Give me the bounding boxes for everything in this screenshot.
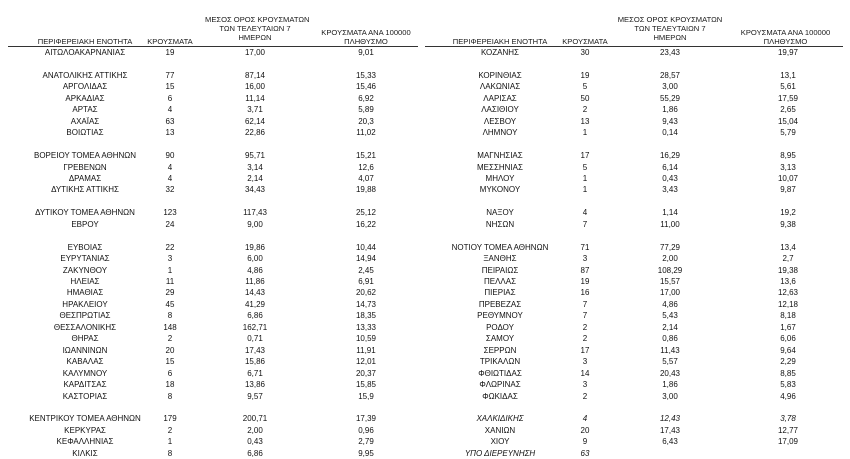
cell-region: ΒΟΙΩΤΙΑΣ bbox=[66, 128, 104, 138]
cell-cases: 7 bbox=[582, 299, 588, 309]
cell-per100k: 8,18 bbox=[780, 311, 796, 321]
cell-avg7: 0,86 bbox=[662, 334, 678, 344]
cell-per100k: 9,64 bbox=[780, 345, 796, 355]
cell-avg7: 15,86 bbox=[244, 357, 266, 367]
cell-region: ΚΟΡΙΝΘΙΑΣ bbox=[478, 70, 522, 80]
cell-region: ΗΜΑΘΙΑΣ bbox=[66, 288, 104, 298]
cell-cases: 50 bbox=[580, 93, 590, 103]
cell-region: ΚΑΡΔΙΤΣΑΣ bbox=[63, 380, 107, 389]
cell-per100k: 9,87 bbox=[780, 185, 796, 195]
cell-region: ΑΙΤΩΛΟΑΚΑΡΝΑΝΙΑΣ bbox=[44, 48, 126, 57]
cell-region: ΒΟΡΕΙΟΥ ΤΟΜΕΑ ΑΘΗΝΩΝ bbox=[33, 151, 137, 161]
cell-per100k: 10,07 bbox=[777, 173, 799, 183]
cell-region: ΜΥΚΟΝΟΥ bbox=[479, 185, 521, 195]
cell-cases: 77 bbox=[165, 70, 175, 80]
cell-region: ΤΡΙΚΑΛΩΝ bbox=[479, 357, 521, 367]
left-header-region: ΠΕΡΙΦΕΡΕΙΑΚΗ ΕΝΟΤΗΤΑ bbox=[37, 37, 133, 46]
cell-region: ΞΑΝΘΗΣ bbox=[483, 254, 517, 264]
cell-per100k: 25,12 bbox=[355, 208, 377, 218]
cell-cases: 148 bbox=[163, 322, 177, 332]
cell-per100k: 4,96 bbox=[780, 391, 796, 401]
cell-per100k: 12,01 bbox=[355, 357, 377, 367]
cell-per100k: 12,77 bbox=[777, 425, 799, 435]
cell-avg7: 13,86 bbox=[244, 380, 266, 389]
table-row bbox=[0, 151, 850, 161]
cell-cases: 8 bbox=[167, 311, 173, 321]
cell-avg7: 0,43 bbox=[247, 437, 263, 447]
cell-avg7: 5,57 bbox=[662, 357, 678, 367]
cell-per100k: 9,95 bbox=[358, 448, 374, 458]
cell-per100k: 2,65 bbox=[780, 105, 796, 115]
cell-per100k: 5,79 bbox=[780, 128, 796, 138]
cell-region: ΧΑΛΚΙΔΙΚΗΣ bbox=[476, 414, 524, 424]
cell-cases: 71 bbox=[580, 242, 590, 252]
cell-avg7: 28,57 bbox=[659, 70, 681, 80]
cell-avg7: 17,43 bbox=[244, 345, 266, 355]
cell-avg7: 11,14 bbox=[245, 93, 265, 103]
cell-avg7: 0,71 bbox=[247, 334, 263, 344]
cell-cases: 1 bbox=[582, 185, 588, 195]
table-row bbox=[0, 414, 850, 424]
cell-cases: 9 bbox=[582, 437, 588, 447]
cell-per100k: 14,73 bbox=[355, 299, 377, 309]
cell-avg7: 1,86 bbox=[662, 380, 678, 389]
cell-region: ΝΟΤΙΟΥ ΤΟΜΕΑ ΑΘΗΝΩΝ bbox=[451, 242, 549, 252]
cell-avg7: 3,00 bbox=[662, 82, 678, 92]
right-header-avg7: ΜΕΣΟΣ ΟΡΟΣ ΚΡΟΥΣΜΑΤΩΝ ΤΩΝ ΤΕΛΕΥΤΑΙΩΝ 7 ΗΜΕΡΩΝ bbox=[617, 15, 723, 42]
table-row bbox=[0, 117, 850, 127]
table-row bbox=[0, 311, 850, 321]
cell-region: ΝΗΣΩΝ bbox=[485, 219, 515, 229]
cell-avg7: 3,43 bbox=[662, 185, 678, 195]
cell-per100k: 5,89 bbox=[358, 105, 374, 115]
cell-region: ΛΕΣΒΟΥ bbox=[483, 116, 517, 126]
cell-per100k: 20,3 bbox=[358, 116, 374, 126]
cell-avg7: 1,14 bbox=[662, 208, 678, 218]
cell-avg7: 117,43 bbox=[243, 208, 267, 218]
cell-per100k: 15,85 bbox=[355, 380, 377, 389]
cell-avg7: 200,71 bbox=[242, 414, 268, 424]
cell-avg7: 5,43 bbox=[662, 311, 678, 321]
cell-avg7: 16,00 bbox=[244, 82, 266, 92]
cell-cases: 4 bbox=[582, 208, 588, 218]
cell-region: ΘΕΣΠΡΩΤΙΑΣ bbox=[59, 311, 111, 321]
cell-region: ΚΙΛΚΙΣ bbox=[72, 448, 98, 458]
cell-region: ΣΕΡΡΩΝ bbox=[483, 345, 517, 355]
cell-per100k: 6,91 bbox=[358, 277, 374, 286]
cell-avg7: 14,43 bbox=[244, 288, 266, 298]
cell-cases: 17 bbox=[580, 151, 590, 161]
cell-avg7: 2,14 bbox=[247, 173, 263, 183]
table-row bbox=[0, 369, 850, 379]
cell-cases: 6 bbox=[167, 368, 173, 378]
cell-cases: 15 bbox=[165, 357, 175, 367]
cell-avg7: 162,71 bbox=[242, 322, 268, 332]
cell-avg7: 22,86 bbox=[244, 128, 266, 138]
cell-avg7: 9,43 bbox=[662, 116, 678, 126]
cell-avg7: 95,71 bbox=[244, 151, 266, 161]
cell-per100k: 13,33 bbox=[355, 322, 377, 332]
cell-region: ΚΑΛΥΜΝΟΥ bbox=[62, 368, 108, 378]
cell-region: ΓΡΕΒΕΝΩΝ bbox=[63, 162, 107, 172]
cell-region: ΠΕΛΛΑΣ bbox=[483, 277, 517, 286]
cell-cases: 123 bbox=[163, 208, 177, 218]
cell-region: ΛΑΚΩΝΙΑΣ bbox=[479, 82, 521, 92]
cell-cases: 11 bbox=[165, 277, 175, 286]
cell-avg7: 108,29 bbox=[657, 265, 683, 275]
table-row bbox=[0, 128, 850, 138]
cell-per100k: 10,59 bbox=[355, 334, 377, 344]
cell-cases: 5 bbox=[582, 162, 588, 172]
right-header-rule bbox=[425, 46, 843, 47]
cell-region: ΧΙΟΥ bbox=[490, 437, 510, 447]
cell-region: ΜΑΓΝΗΣΙΑΣ bbox=[477, 151, 523, 161]
cell-region: ΚΕΦΑΛΛΗΝΙΑΣ bbox=[56, 437, 114, 447]
cell-per100k: 16,22 bbox=[355, 219, 377, 229]
cell-per100k: 15,21 bbox=[355, 151, 377, 161]
cell-avg7: 3,14 bbox=[247, 162, 263, 172]
cell-per100k: 9,38 bbox=[780, 219, 796, 229]
cell-per100k: 12,18 bbox=[777, 299, 799, 309]
table-row bbox=[0, 254, 850, 264]
cell-cases: 16 bbox=[580, 288, 590, 298]
cell-avg7: 15,57 bbox=[659, 277, 681, 286]
cell-cases: 13 bbox=[580, 116, 590, 126]
cell-avg7: 11,86 bbox=[245, 277, 265, 286]
left-header-avg7: ΜΕΣΟΣ ΟΡΟΣ ΚΡΟΥΣΜΑΤΩΝ ΤΩΝ ΤΕΛΕΥΤΑΙΩΝ 7 ΗΜΕΡΩΝ bbox=[205, 15, 310, 42]
cell-per100k: 18,35 bbox=[355, 311, 377, 321]
cell-cases: 4 bbox=[167, 162, 173, 172]
cell-region: ΑΡΓΟΛΙΔΑΣ bbox=[62, 82, 108, 92]
cell-per100k: 11,91 bbox=[356, 345, 376, 355]
cell-avg7: 17,00 bbox=[244, 48, 266, 57]
cell-cases: 2 bbox=[582, 391, 588, 401]
table-row bbox=[0, 220, 850, 230]
cell-per100k: 15,04 bbox=[777, 116, 799, 126]
cell-avg7: 87,14 bbox=[244, 70, 266, 80]
cell-per100k: 19,2 bbox=[780, 208, 796, 218]
cell-per100k: 19,97 bbox=[777, 48, 799, 57]
cell-per100k: 2,7 bbox=[782, 254, 794, 264]
cell-region: ΠΡΕΒΕΖΑΣ bbox=[478, 299, 522, 309]
cell-region: ΘΕΣΣΑΛΟΝΙΚΗΣ bbox=[53, 322, 117, 332]
cell-avg7: 6,43 bbox=[662, 437, 678, 447]
cell-avg7: 17,43 bbox=[659, 425, 681, 435]
cell-per100k: 3,78 bbox=[780, 414, 796, 424]
cell-per100k: 5,83 bbox=[780, 380, 796, 389]
cell-per100k: 10,44 bbox=[355, 242, 377, 252]
cell-per100k: 1,67 bbox=[780, 322, 796, 332]
cell-per100k: 15,33 bbox=[355, 70, 377, 80]
cell-avg7: 1,86 bbox=[662, 105, 678, 115]
cell-region: ΧΑΝΙΩΝ bbox=[484, 425, 516, 435]
cell-avg7: 6,14 bbox=[662, 162, 678, 172]
cell-region: ΑΡΚΑΔΙΑΣ bbox=[65, 93, 105, 103]
cell-per100k: 5,61 bbox=[780, 82, 796, 92]
cell-per100k: 11,02 bbox=[356, 128, 376, 138]
cell-cases: 3 bbox=[582, 357, 588, 367]
cell-per100k: 12,63 bbox=[777, 288, 799, 298]
cell-per100k: 12,6 bbox=[358, 162, 374, 172]
cell-cases: 3 bbox=[582, 380, 588, 389]
cell-cases: 2 bbox=[167, 425, 173, 435]
cell-cases: 4 bbox=[167, 105, 173, 115]
cell-cases: 2 bbox=[167, 334, 173, 344]
cell-region: ΚΕΝΤΡΙΚΟΥ ΤΟΜΕΑ ΑΘΗΝΩΝ bbox=[29, 414, 141, 424]
cell-region: ΕΥΒΟΙΑΣ bbox=[67, 242, 103, 252]
cell-region: ΔΥΤΙΚΟΥ ΤΟΜΕΑ ΑΘΗΝΩΝ bbox=[35, 208, 135, 218]
cell-cases: 2 bbox=[582, 334, 588, 344]
cell-region: ΠΕΙΡΑΙΩΣ bbox=[481, 265, 519, 275]
cell-cases: 179 bbox=[163, 414, 177, 424]
table-row bbox=[0, 300, 850, 310]
cell-cases: 45 bbox=[165, 299, 175, 309]
cell-cases: 20 bbox=[580, 425, 590, 435]
cell-avg7: 2,14 bbox=[662, 322, 678, 332]
cell-cases: 87 bbox=[580, 265, 590, 275]
cell-cases: 14 bbox=[580, 368, 590, 378]
cell-region: ΥΠΟ ΔΙΕΡΕΥΝΗΣΗ bbox=[464, 448, 536, 458]
table-row bbox=[0, 334, 850, 344]
table-row bbox=[0, 82, 850, 92]
cell-per100k: 4,07 bbox=[358, 173, 374, 183]
cell-avg7: 19,86 bbox=[244, 242, 266, 252]
left-header-cases: ΚΡΟΥΣΜΑΤΑ bbox=[147, 37, 193, 46]
cell-region: ΖΑΚΥΝΘΟΥ bbox=[62, 265, 108, 275]
cell-cases: 7 bbox=[582, 311, 588, 321]
cell-avg7: 12,43 bbox=[659, 414, 681, 424]
cell-cases: 8 bbox=[167, 448, 173, 458]
cell-region: ΦΩΚΙΔΑΣ bbox=[482, 391, 518, 401]
right-header-per100k: ΚΡΟΥΣΜΑΤΑ ΑΝΑ 100000 ΠΛΗΘΥΣΜΟ bbox=[740, 28, 831, 46]
right-header-region: ΠΕΡΙΦΕΡΕΙΑΚΗ ΕΝΟΤΗΤΑ bbox=[452, 37, 548, 46]
cell-per100k: 6,06 bbox=[780, 334, 796, 344]
cell-cases: 32 bbox=[165, 185, 175, 195]
cell-avg7: 4,86 bbox=[662, 299, 678, 309]
cell-cases: 29 bbox=[165, 288, 175, 298]
cell-cases: 1 bbox=[582, 173, 588, 183]
cell-cases: 15 bbox=[165, 82, 175, 92]
table-row bbox=[0, 105, 850, 115]
table-row bbox=[0, 323, 850, 333]
cell-region: ΚΑΒΑΛΑΣ bbox=[66, 357, 104, 367]
cell-avg7: 0,43 bbox=[662, 173, 678, 183]
cell-cases: 17 bbox=[580, 345, 590, 355]
cell-cases: 7 bbox=[582, 219, 588, 229]
table-row bbox=[0, 449, 850, 459]
table-row bbox=[0, 266, 850, 276]
cell-avg7: 4,86 bbox=[247, 265, 263, 275]
cell-avg7: 6,71 bbox=[247, 368, 263, 378]
cell-cases: 22 bbox=[165, 242, 175, 252]
cell-cases: 19 bbox=[580, 70, 590, 80]
cell-region: ΔΡΑΜΑΣ bbox=[68, 173, 102, 183]
cell-cases: 8 bbox=[167, 391, 173, 401]
table-row bbox=[0, 94, 850, 104]
table-row bbox=[0, 380, 850, 390]
cell-cases: 30 bbox=[580, 48, 590, 57]
cell-avg7: 6,86 bbox=[247, 311, 263, 321]
cell-per100k: 2,29 bbox=[780, 357, 796, 367]
table-row bbox=[0, 426, 850, 436]
left-header-rule bbox=[8, 46, 418, 47]
cell-region: ΙΩΑΝΝΙΝΩΝ bbox=[62, 345, 108, 355]
cell-cases: 1 bbox=[582, 128, 588, 138]
table-row bbox=[0, 71, 850, 81]
table-row bbox=[0, 357, 850, 367]
cell-region: ΗΡΑΚΛΕΙΟΥ bbox=[62, 299, 108, 309]
cell-cases: 5 bbox=[582, 82, 588, 92]
table-row bbox=[0, 277, 850, 287]
cell-cases: 13 bbox=[165, 128, 175, 138]
cell-region: ΛΗΜΝΟΥ bbox=[482, 128, 518, 138]
cell-region: ΜΕΣΣΗΝΙΑΣ bbox=[477, 162, 523, 172]
cell-region: ΛΑΡΙΣΑΣ bbox=[483, 93, 517, 103]
cell-avg7: 11,43 bbox=[660, 345, 680, 355]
cell-avg7: 17,00 bbox=[659, 288, 681, 298]
cell-per100k: 6,92 bbox=[358, 93, 374, 103]
table-row bbox=[0, 243, 850, 253]
table-row bbox=[0, 392, 850, 402]
table-row bbox=[0, 174, 850, 184]
cell-region: ΘΗΡΑΣ bbox=[71, 334, 99, 344]
cell-region: ΑΝΑΤΟΛΙΚΗΣ ΑΤΤΙΚΗΣ bbox=[42, 70, 128, 80]
cell-per100k: 8,95 bbox=[780, 151, 796, 161]
cell-per100k: 2,79 bbox=[358, 437, 374, 447]
cell-cases: 4 bbox=[582, 414, 588, 424]
cell-per100k: 3,13 bbox=[780, 162, 796, 172]
cell-region: ΠΙΕΡΙΑΣ bbox=[484, 288, 516, 298]
cell-region: ΛΑΣΙΘΙΟΥ bbox=[481, 105, 519, 115]
cell-region: ΚΑΣΤΟΡΙΑΣ bbox=[62, 391, 108, 401]
cell-cases: 20 bbox=[165, 345, 175, 355]
cell-region: ΣΑΜΟΥ bbox=[485, 334, 515, 344]
cell-per100k: 19,38 bbox=[777, 265, 799, 275]
cell-cases: 3 bbox=[167, 254, 173, 264]
cell-per100k: 9,01 bbox=[358, 48, 374, 57]
cell-avg7: 62,14 bbox=[244, 116, 266, 126]
cell-avg7: 41,29 bbox=[244, 299, 266, 309]
cell-per100k: 17,09 bbox=[777, 437, 799, 447]
cell-cases: 4 bbox=[167, 173, 173, 183]
cell-region: ΕΥΡΥΤΑΝΙΑΣ bbox=[60, 254, 110, 264]
cell-per100k: 19,88 bbox=[355, 185, 377, 195]
cell-avg7: 20,43 bbox=[659, 368, 681, 378]
cell-region: ΦΘΙΩΤΙΔΑΣ bbox=[478, 368, 522, 378]
table-row bbox=[0, 346, 850, 356]
cell-region: ΚΟΖΑΝΗΣ bbox=[480, 48, 520, 57]
cell-cases: 1 bbox=[167, 265, 173, 275]
cell-cases: 6 bbox=[167, 93, 173, 103]
cell-region: ΚΕΡΚΥΡΑΣ bbox=[64, 425, 106, 435]
table-row bbox=[0, 288, 850, 298]
cell-avg7: 2,00 bbox=[247, 425, 263, 435]
cell-region: ΡΕΘΥΜΝΟΥ bbox=[477, 311, 523, 321]
cell-per100k: 15,9 bbox=[358, 391, 374, 401]
cell-avg7: 2,00 bbox=[662, 254, 678, 264]
table-row bbox=[0, 185, 850, 195]
cell-cases: 18 bbox=[165, 380, 175, 389]
cell-per100k: 17,39 bbox=[355, 414, 377, 424]
cell-avg7: 11,00 bbox=[660, 219, 680, 229]
cell-per100k: 2,45 bbox=[358, 265, 374, 275]
cell-cases: 90 bbox=[165, 151, 175, 161]
cell-avg7: 23,43 bbox=[659, 48, 681, 57]
table-row bbox=[0, 48, 850, 58]
cell-cases: 2 bbox=[582, 105, 588, 115]
cell-cases: 24 bbox=[165, 219, 175, 229]
cell-avg7: 9,57 bbox=[247, 391, 263, 401]
cell-region: ΔΥΤΙΚΗΣ ΑΤΤΙΚΗΣ bbox=[51, 185, 119, 195]
cell-per100k: 17,59 bbox=[777, 93, 799, 103]
table-row bbox=[0, 163, 850, 173]
right-header-cases: ΚΡΟΥΣΜΑΤΑ bbox=[562, 37, 608, 46]
cell-region: ΜΗΛΟΥ bbox=[485, 173, 515, 183]
cell-avg7: 34,43 bbox=[244, 185, 266, 195]
cell-per100k: 13,1 bbox=[780, 70, 796, 80]
cell-avg7: 3,00 bbox=[662, 391, 678, 401]
cell-per100k: 8,85 bbox=[780, 368, 796, 378]
cell-region: ΡΟΔΟΥ bbox=[486, 322, 514, 332]
table-row bbox=[0, 437, 850, 447]
cell-region: ΝΑΞΟΥ bbox=[486, 208, 514, 218]
cell-cases: 63 bbox=[165, 116, 175, 126]
cell-region: ΦΛΩΡΙΝΑΣ bbox=[479, 380, 521, 389]
cell-avg7: 6,00 bbox=[247, 254, 263, 264]
cell-region: ΑΧΑΪΑΣ bbox=[70, 116, 100, 126]
cell-region: ΕΒΡΟΥ bbox=[71, 219, 99, 229]
cell-avg7: 0,14 bbox=[662, 128, 678, 138]
cell-cases: 19 bbox=[580, 277, 590, 286]
cell-cases: 3 bbox=[582, 254, 588, 264]
cell-avg7: 77,29 bbox=[659, 242, 681, 252]
cell-cases: 1 bbox=[167, 437, 173, 447]
cell-avg7: 6,86 bbox=[247, 448, 263, 458]
cell-per100k: 0,96 bbox=[358, 425, 374, 435]
cell-cases: 2 bbox=[582, 322, 588, 332]
cell-avg7: 55,29 bbox=[659, 93, 681, 103]
cell-per100k: 13,6 bbox=[780, 277, 796, 286]
cell-region: ΑΡΤΑΣ bbox=[72, 105, 98, 115]
cell-region: ΗΛΕΙΑΣ bbox=[70, 277, 100, 286]
cell-avg7: 16,29 bbox=[659, 151, 681, 161]
cell-avg7: 9,00 bbox=[247, 219, 263, 229]
cell-per100k: 20,62 bbox=[355, 288, 377, 298]
cell-avg7: 3,71 bbox=[247, 105, 263, 115]
table-row bbox=[0, 208, 850, 218]
cell-per100k: 14,94 bbox=[355, 254, 377, 264]
cell-cases: 19 bbox=[165, 48, 175, 57]
cell-per100k: 13,4 bbox=[780, 242, 796, 252]
left-header-per100k: ΚΡΟΥΣΜΑΤΑ ΑΝΑ 100000 ΠΛΗΘΥΣΜΟ bbox=[321, 28, 411, 46]
cell-cases: 63 bbox=[580, 448, 590, 458]
cell-per100k: 20,37 bbox=[355, 368, 377, 378]
cell-per100k: 15,46 bbox=[355, 82, 377, 92]
